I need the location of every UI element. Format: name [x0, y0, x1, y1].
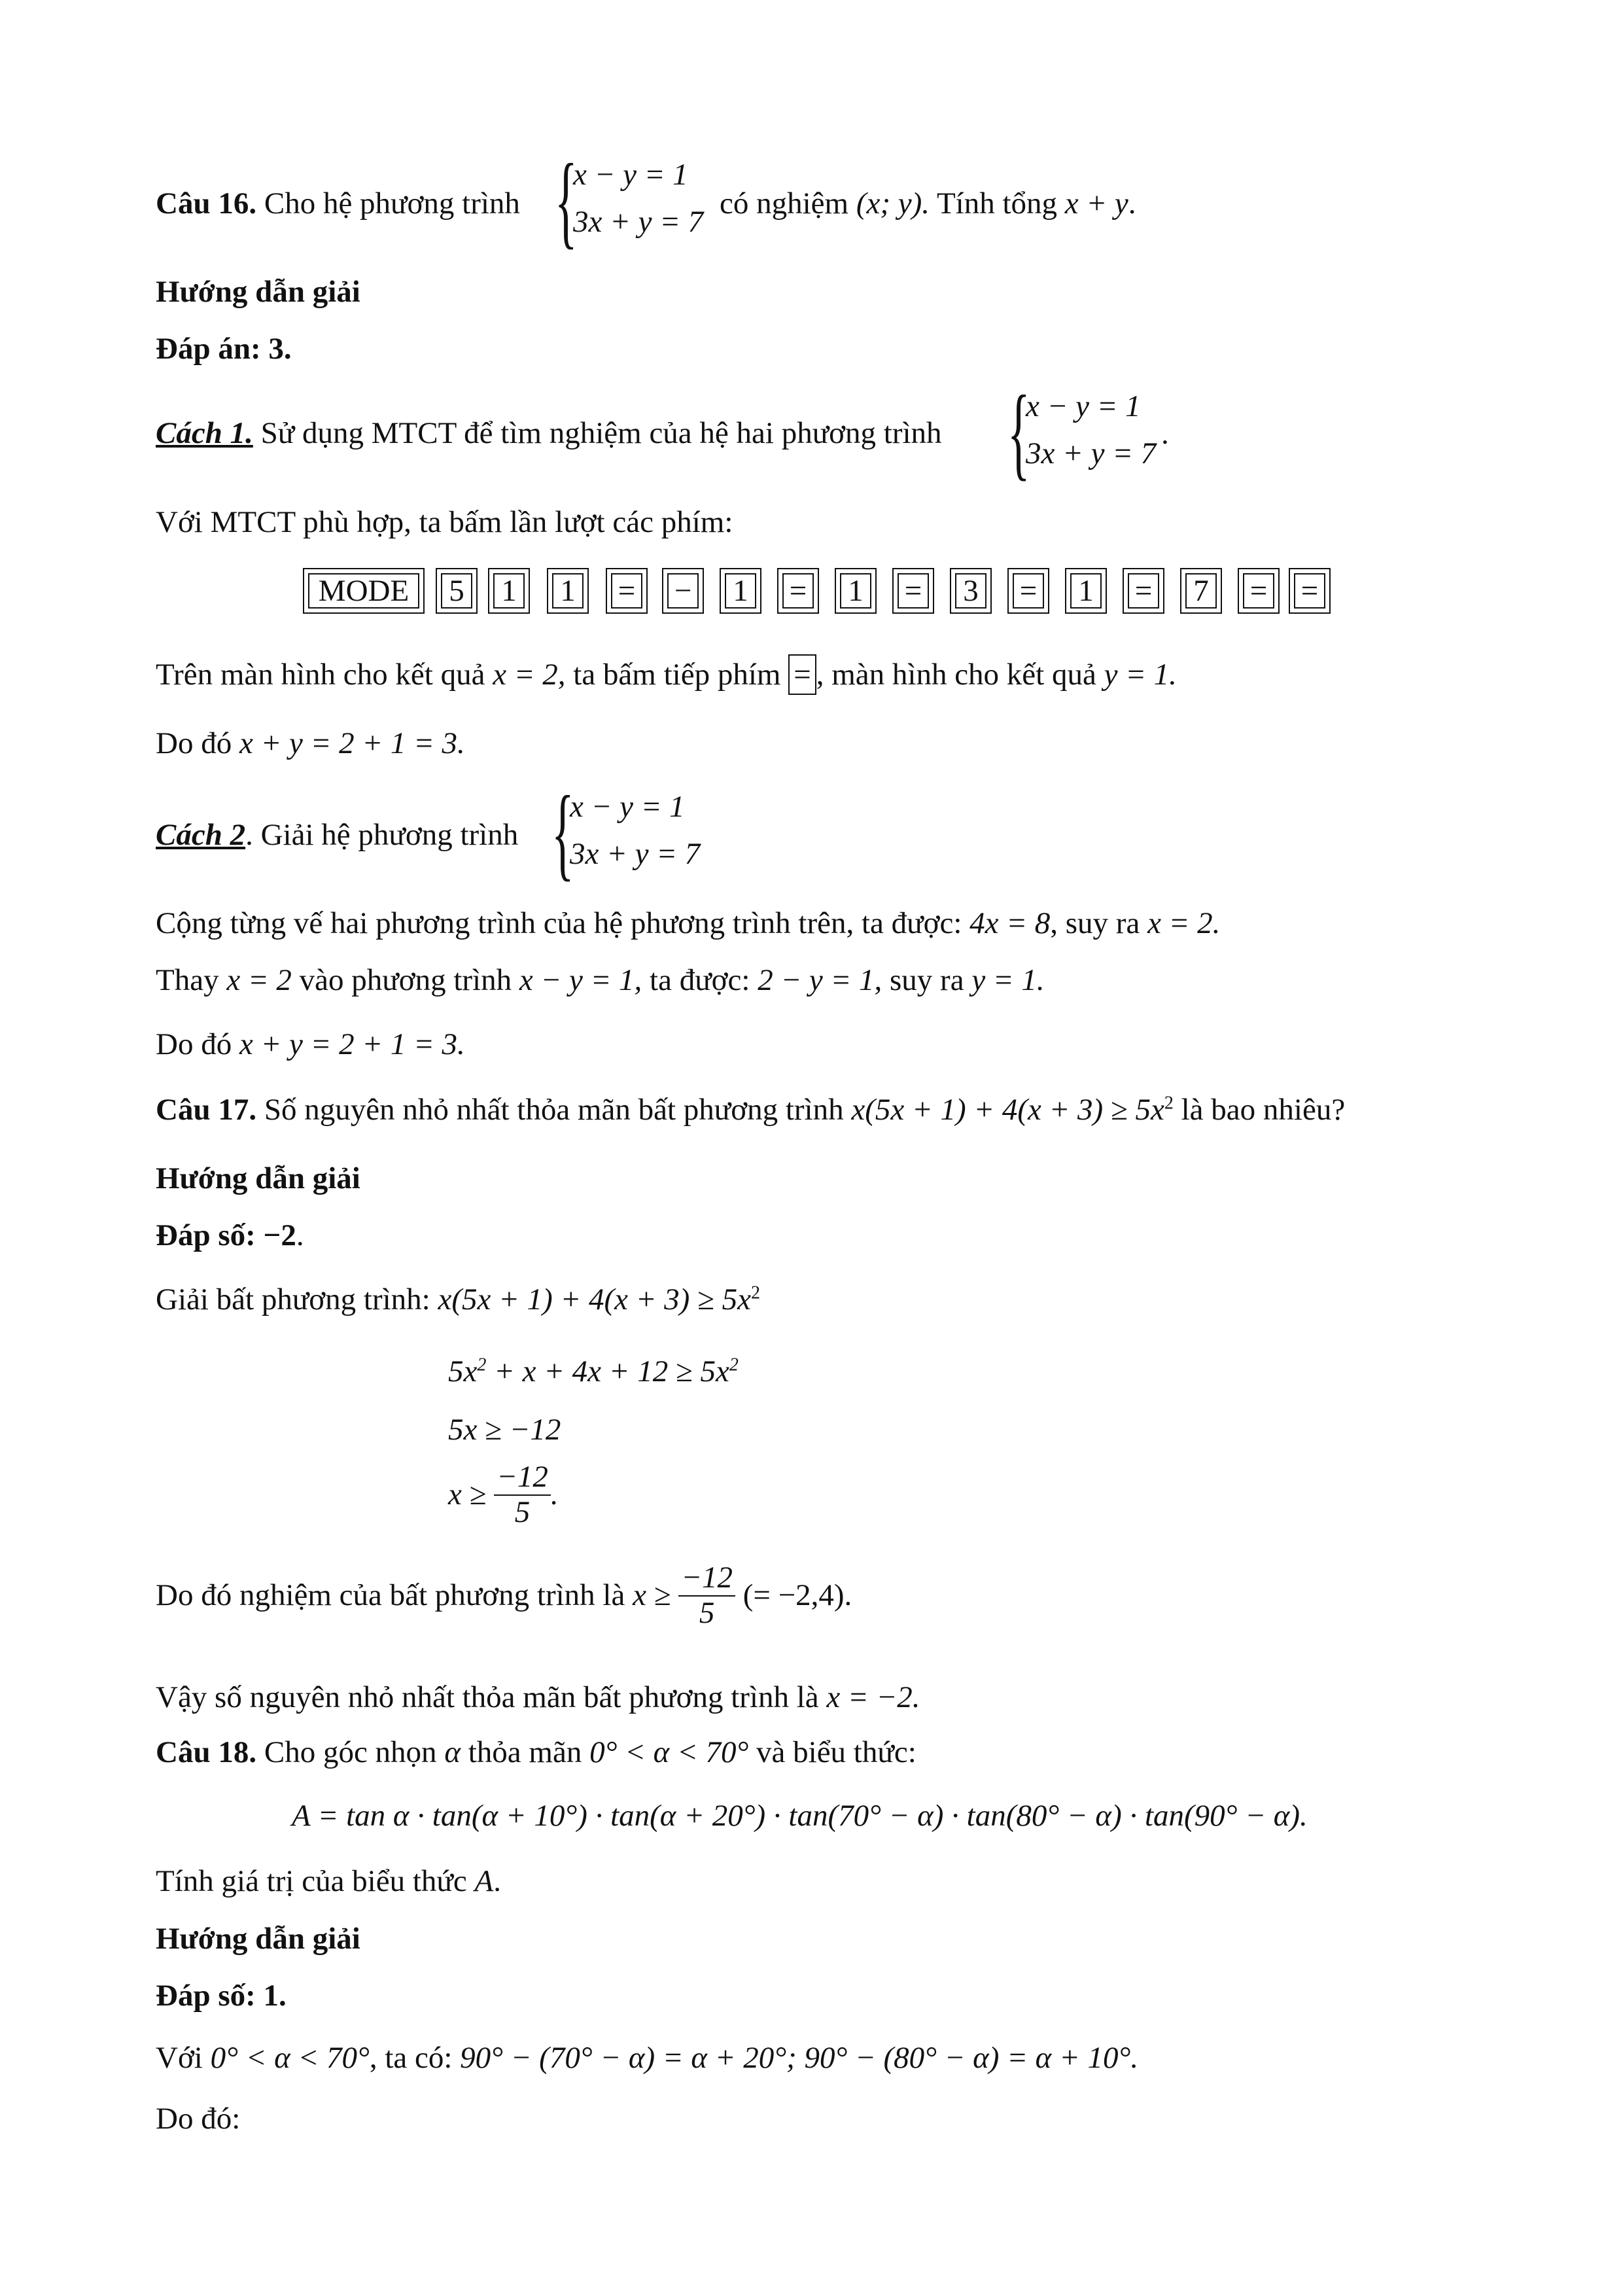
voi18-b: , ta có: [369, 2041, 453, 2075]
dodo2-expr: x + y = 2 + 1 = 3. [239, 1027, 465, 1061]
ans17-label: Đáp số: [156, 1218, 256, 1252]
cong-line [156, 905, 1220, 942]
calc-key [1289, 568, 1331, 614]
q18-range: 0° < α < 70° [589, 1735, 749, 1769]
q17-sq: 2 [1164, 1093, 1174, 1114]
dodo2-a: Do đó [156, 1027, 232, 1061]
dodo18: Do đó: [156, 2102, 241, 2136]
cach1-label: Cách 1. [156, 416, 253, 450]
vay17-b: x = −2. [826, 1680, 920, 1714]
n-den: 5 [699, 1595, 715, 1630]
solve17-a: Giải bất phương trình: [156, 1282, 430, 1316]
calc-key-label: = [1300, 574, 1319, 608]
q16-label: Câu 16. [156, 186, 257, 221]
ans16: Đáp án: 3. [156, 332, 292, 366]
calc-key-label: 1 [1078, 574, 1094, 608]
cach1-eq2: 3x + y = 7 [1026, 436, 1157, 470]
calc-key-mode [303, 568, 425, 614]
calc-key-label: 1 [501, 574, 517, 608]
thay-line [156, 962, 1045, 998]
q17-end: là bao nhiêu? [1181, 1093, 1346, 1127]
q17-ineq: x(5x + 1) + 4(x + 3) ≥ 5x [851, 1093, 1164, 1127]
s1sq: 2 [477, 1354, 487, 1375]
q16-eq1: x − y = 1 [573, 158, 688, 192]
thay-e1: x = 2 [226, 963, 292, 997]
nghiem17-c: (= −2,4). [742, 1578, 852, 1613]
q16-pair: (x; y). [856, 186, 930, 221]
cach1-text: Sử dụng MTCT để tìm nghiệm của hệ hai phương trình [260, 416, 942, 450]
tinh18-a: Tính giá trị của biểu thức [156, 1864, 467, 1898]
calc-key-label: = [789, 574, 807, 608]
s1sq2: 2 [729, 1354, 739, 1375]
nghiem17-a: Do đó nghiệm của bất phương trình là [156, 1578, 625, 1613]
cong-e2: x = 2. [1147, 906, 1221, 940]
dodo1 [156, 725, 465, 762]
voi18-e1: 90° − (70° − α) = α + 20°; [460, 2041, 797, 2075]
tinh18-c: . [493, 1864, 501, 1898]
cach1-eq1: x − y = 1 [1026, 389, 1141, 423]
guide16: Hướng dẫn giải [156, 275, 360, 309]
screen-x: x = 2, [493, 658, 566, 692]
calc-key [1007, 568, 1049, 614]
cach1-line [156, 415, 942, 451]
s3den: 5 [514, 1494, 531, 1529]
q16-system: { x − y = 1 3x + y = 7 [555, 142, 704, 258]
screen-line [156, 654, 1177, 695]
cach1-end: . [1161, 417, 1169, 451]
q17-label: Câu 17. [156, 1093, 257, 1127]
screen-key: = [788, 654, 816, 695]
voi18-e2: 90° − (80° − α) = α + 10°. [804, 2041, 1139, 2075]
thay-e3: 2 − y = 1, [758, 963, 882, 997]
calc-key-label: = [1249, 574, 1268, 608]
ans17-value: −2 [263, 1218, 296, 1252]
calc-key [835, 568, 877, 614]
q16-text-a: Cho hệ phương trình [264, 186, 520, 221]
calc-key-label: 5 [449, 574, 464, 608]
tinh18-line [156, 1863, 501, 1899]
q17-line [156, 1091, 1345, 1128]
solve17-sq: 2 [751, 1282, 760, 1303]
nghiem17-line [156, 1561, 852, 1630]
q16-tail [720, 185, 1136, 222]
nghiem17-fraction [678, 1561, 735, 1630]
screen-y: y = 1. [1104, 658, 1177, 692]
s3a: x ≥ [448, 1477, 487, 1512]
calc-key-label: − [674, 574, 692, 608]
q17-text: Số nguyên nhỏ nhất thỏa mãn bất phương trình [264, 1093, 844, 1127]
dodo2 [156, 1026, 465, 1063]
screen-a: Trên màn hình cho kết quả [156, 658, 485, 692]
cach2-label: Cách 2 [156, 818, 246, 852]
s1b: + x + 4x + 12 ≥ 5x [486, 1354, 729, 1388]
q16-sum: x + y [1064, 186, 1128, 221]
solve17-step3 [448, 1460, 559, 1529]
dodo1-a: Do đó [156, 726, 232, 760]
dodo1-expr: x + y = 2 + 1 = 3. [239, 726, 465, 760]
calc-key-label: = [904, 574, 922, 608]
thay-d: suy ra [890, 963, 964, 997]
solve17-step1 [448, 1353, 739, 1390]
s3end: . [550, 1477, 559, 1512]
thay-a: Thay [156, 963, 219, 997]
nghiem17-b: x ≥ [633, 1578, 671, 1613]
calc-key-label: MODE [318, 574, 410, 608]
guide17: Hướng dẫn giải [156, 1161, 360, 1195]
calc-key-label: = [1134, 574, 1153, 608]
vay17-a: Vậy số nguyên nhỏ nhất thỏa mãn bất phương trình là [156, 1680, 819, 1714]
s3-fraction [494, 1460, 551, 1529]
s1a: 5x [448, 1354, 478, 1388]
solve17-step2: 5x ≥ −12 [448, 1413, 561, 1447]
calc-key [488, 568, 530, 614]
cach2-eq2: 3x + y = 7 [570, 837, 701, 871]
q18-label: Câu 18. [156, 1735, 257, 1769]
mtct-intro: Với MTCT phù hợp, ta bấm lần lượt các phím: [156, 505, 733, 539]
calc-key [606, 568, 648, 614]
q16-line [156, 185, 520, 222]
thay-e4: y = 1. [971, 963, 1045, 997]
screen-c: , màn hình cho kết quả [816, 658, 1096, 692]
q18-expr: A = tan α · tan(α + 10°) · tan(α + 20°) · tan(70° − α) · tan(80° − α) · tan(90° − α). [292, 1799, 1308, 1833]
n-num: −12 [678, 1561, 735, 1597]
cach2-system: { x − y = 1 3x + y = 7 [551, 774, 701, 891]
q16-end: . [1128, 186, 1136, 221]
tinh18-b: A [474, 1864, 494, 1898]
q16-eq2: 3x + y = 7 [573, 205, 704, 239]
screen-b: ta bấm tiếp phím [573, 658, 781, 692]
q18-alpha: α [444, 1735, 461, 1769]
ans17-end: . [296, 1218, 304, 1252]
thay-c: ta được: [650, 963, 750, 997]
solve17-ineq: x(5x + 1) + 4(x + 3) ≥ 5x [438, 1282, 751, 1316]
calc-key-label: 1 [733, 574, 748, 608]
q18-b: thỏa mãn [468, 1735, 582, 1769]
calc-key-label: 3 [963, 574, 979, 608]
q16-text-b: có nghiệm [720, 186, 849, 221]
calc-key [662, 568, 704, 614]
calc-key [1180, 568, 1222, 614]
calc-key-label: = [618, 574, 636, 608]
thay-e2: x − y = 1, [519, 963, 642, 997]
cong-b: , suy ra [1050, 906, 1140, 940]
thay-b: vào phương trình [299, 963, 512, 997]
calc-key [892, 568, 934, 614]
voi18-range: 0° < α < 70° [210, 2041, 370, 2075]
cach1-system: { x − y = 1 3x + y = 7 . [1007, 374, 1169, 490]
cong-a: Cộng từng vế hai phương trình của hệ phương trình trên, ta được: [156, 906, 962, 940]
calc-key [777, 568, 819, 614]
q18-c: và biểu thức: [756, 1735, 916, 1769]
calc-key [720, 568, 761, 614]
guide18: Hướng dẫn giải [156, 1922, 360, 1956]
calc-key-label: 1 [848, 574, 864, 608]
cach2-text: . Giải hệ phương trình [245, 818, 519, 852]
q16-text-c: Tính tổng [936, 186, 1058, 221]
cach2-eq1: x − y = 1 [570, 790, 685, 824]
calc-key [547, 568, 589, 614]
q18-line [156, 1734, 916, 1771]
voi18-line [156, 2040, 1138, 2076]
calc-key [950, 568, 992, 614]
ans17 [156, 1217, 304, 1254]
solve17-line [156, 1281, 760, 1318]
calc-key [1123, 568, 1164, 614]
q18-a: Cho góc nhọn [264, 1735, 437, 1769]
calc-key [436, 568, 478, 614]
ans18: Đáp số: 1. [156, 1979, 287, 2013]
voi18-a: Với [156, 2041, 203, 2075]
calc-key [1065, 568, 1107, 614]
calc-key-label: 1 [560, 574, 576, 608]
cong-e1: 4x = 8 [969, 906, 1051, 940]
calc-key-label: = [1019, 574, 1038, 608]
cach2-line [156, 817, 518, 853]
vay17-line [156, 1679, 920, 1716]
s3num: −12 [494, 1460, 551, 1496]
calc-key-label: 7 [1193, 574, 1209, 608]
calc-key [1238, 568, 1280, 614]
